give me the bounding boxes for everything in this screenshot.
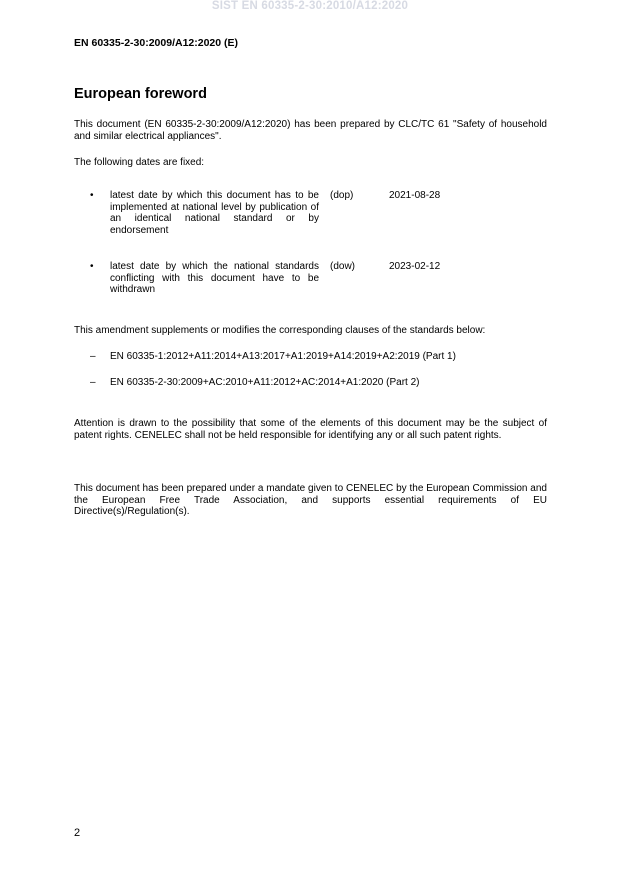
intro-paragraph: This document (EN 60335-2-30:2009/A12:2020) has been prepared by CLC/TC 61 "Safety of household and similar electrical appliances". — [74, 119, 547, 142]
standard-text: EN 60335-2-30:2009+AC:2010+A11:2012+AC:2014+A1:2020 (Part 2) — [110, 377, 420, 388]
bullet: • — [90, 261, 94, 272]
date-description: latest date by which this document has to be implemented at national level by publication of an identical national standard or by endorsement — [110, 190, 319, 236]
page-number: 2 — [74, 827, 81, 839]
date-value: 2023-02-12 — [389, 261, 441, 272]
mandate-paragraph: This document has been prepared under a mandate given to CENELEC by the European Commission and the European Free Trade Association, and supports essential requirements of EU Directive(s)/Regulation(s). — [74, 483, 547, 517]
standard-text: EN 60335-1:2012+A11:2014+A13:2017+A1:2019+A14:2019+A2:2019 (Part 1) — [110, 351, 456, 362]
amendment-intro: This amendment supplements or modifies the corresponding clauses of the standards below: — [74, 325, 486, 336]
date-value: 2021-08-28 — [389, 190, 441, 201]
dash-marker: – — [90, 377, 96, 388]
bullet: • — [90, 190, 94, 201]
dates-intro: The following dates are fixed: — [74, 157, 205, 168]
patent-paragraph: Attention is drawn to the possibility that some of the elements of this document may be the subject of patent rights. CENELEC shall not be held responsible for identifying any or all such patent rights. — [74, 418, 547, 441]
date-code: (dop) — [330, 190, 354, 201]
document-header: EN 60335-2-30:2009/A12:2020 (E) — [74, 37, 239, 49]
page-title: European foreword — [74, 86, 207, 102]
watermark: SIST EN 60335-2-30:2010/A12:2020 — [211, 0, 409, 12]
date-code: (dow) — [330, 261, 356, 272]
dash-marker: – — [90, 351, 96, 362]
date-description: latest date by which the national standards conflicting with this document have to be withdrawn — [110, 261, 319, 295]
